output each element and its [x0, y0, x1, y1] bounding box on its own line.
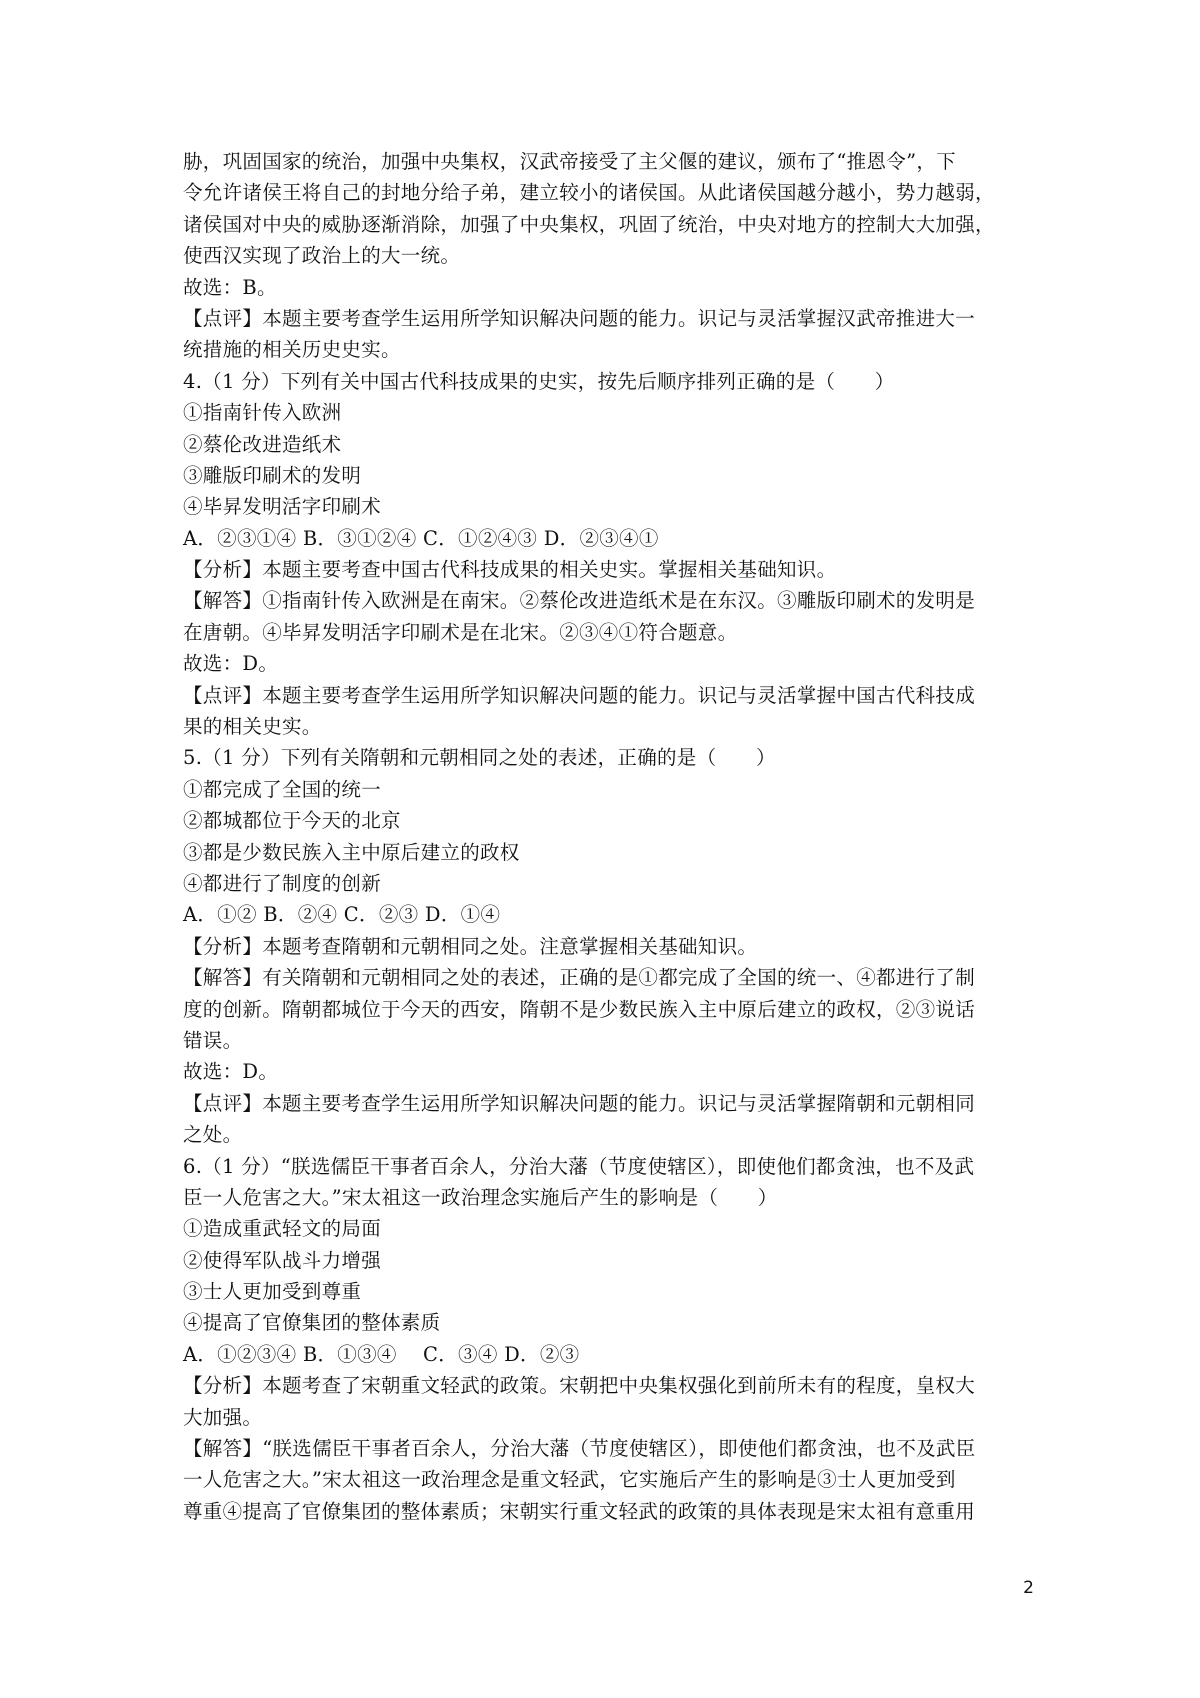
text-line: 【解答】①指南针传入欧洲是在南宋。②蔡伦改进造纸术是在东汉。③雕版印刷术的发明是	[183, 589, 976, 613]
text-line: ②使得军队战斗力增强	[183, 1248, 382, 1272]
page-number: 2	[1023, 1578, 1034, 1598]
text-line: 【点评】本题主要考查学生运用所学知识解决问题的能力。识记与灵活掌握中国古代科技成	[183, 683, 976, 707]
text-line: 【分析】本题考查隋朝和元朝相同之处。注意掌握相关基础知识。	[183, 934, 758, 958]
text-line: ④都进行了制度的创新	[183, 871, 382, 895]
text-line: ②都城都位于今天的北京	[183, 809, 401, 833]
text-line: 错误。	[183, 1028, 243, 1052]
text-line: ④提高了官僚集团的整体素质	[183, 1311, 441, 1335]
text-line: 5.（1 分）下列有关隋朝和元朝相同之处的表述，正确的是（ ）	[183, 746, 776, 770]
text-line: 4.（1 分）下列有关中国古代科技成果的史实，按先后顺序排列正确的是（ ）	[183, 369, 895, 393]
text-line: 果的相关史实。	[183, 715, 322, 739]
text-line: 使西汉实现了政治上的大一统。	[183, 244, 461, 268]
text-line: 诸侯国对中央的威胁逐渐消除，加强了中央集权，巩固了统治，中央对地方的控制大大加强，	[183, 212, 995, 236]
text-line: 统措施的相关历史史实。	[183, 338, 401, 362]
text-line: 故选：D。	[183, 652, 279, 676]
text-line: 大加强。	[183, 1405, 263, 1429]
text-line: ③雕版印刷术的发明	[183, 463, 362, 487]
text-line: 在唐朝。④毕昇发明活字印刷术是在北宋。②③④①符合题意。	[183, 620, 738, 644]
text-line: ①指南针传入欧洲	[183, 401, 342, 425]
text-line: 一人危害之大。”宋太祖这一政治理念是重文轻武，它实施后产生的影响是③士人更加受到	[183, 1468, 956, 1492]
text-line: ①都完成了全国的统一	[183, 777, 382, 801]
text-line: 【点评】本题主要考查学生运用所学知识解决问题的能力。识记与灵活掌握汉武帝推进大一	[183, 306, 976, 330]
text-line: 【点评】本题主要考查学生运用所学知识解决问题的能力。识记与灵活掌握隋朝和元朝相同	[183, 1091, 976, 1115]
text-line: ③都是少数民族入主中原后建立的政权	[183, 840, 520, 864]
text-line: A．①② B．②④ C．②③ D．①④	[183, 903, 501, 927]
text-line: 度的创新。隋朝都城位于今天的西安，隋朝不是少数民族入主中原后建立的政权，②③说话	[183, 997, 976, 1021]
text-line: 胁，巩固国家的统治，加强中央集权，汉武帝接受了主父偃的建议，颁布了“推恩令”，下	[183, 150, 956, 173]
text-line: 【解答】有关隋朝和元朝相同之处的表述，正确的是①都完成了全国的统一、④都进行了制	[183, 966, 976, 990]
page-body	[183, 146, 1028, 1527]
text-line: 故选：B。	[183, 275, 277, 299]
text-line: ④毕昇发明活字印刷术	[183, 495, 382, 519]
text-line: 故选：D。	[183, 1060, 279, 1084]
text-line: 之处。	[183, 1123, 243, 1147]
text-line: 令允许诸侯王将自己的封地分给子弟，建立较小的诸侯国。从此诸侯国越分越小，势力越弱，	[183, 181, 995, 205]
text-line: 6.（1 分）“朕选儒臣干事者百余人，分治大藩（节度使辖区），即使他们都贪浊，也不及武	[183, 1154, 975, 1178]
text-line: ②蔡伦改进造纸术	[183, 432, 342, 456]
text-line: ③士人更加受到尊重	[183, 1280, 362, 1304]
text-line: 【分析】本题主要考查中国古代科技成果的相关史实。掌握相关基础知识。	[183, 558, 837, 582]
text-line: ①造成重武轻文的局面	[183, 1217, 382, 1241]
text-line: A．②③①④ B．③①②④ C．①②④③ D．②③④①	[183, 526, 659, 550]
text-line: 【解答】“朕选儒臣干事者百余人，分治大藩（节度使辖区），即使他们都贪浊，也不及武臣	[183, 1437, 976, 1461]
text-line: 臣一人危害之大。”宋太祖这一政治理念实施后产生的影响是（ ）	[183, 1185, 778, 1209]
text-line: 【分析】本题考查了宋朝重文轻武的政策。宋朝把中央集权强化到前所未有的程度，皇权大	[183, 1374, 976, 1398]
text-line: A．①②③④ B．①③④ C．③④ D．②③	[183, 1342, 580, 1366]
text-line: 尊重④提高了官僚集团的整体素质；宋朝实行重文轻武的政策的具体表现是宋太祖有意重用	[183, 1499, 976, 1523]
